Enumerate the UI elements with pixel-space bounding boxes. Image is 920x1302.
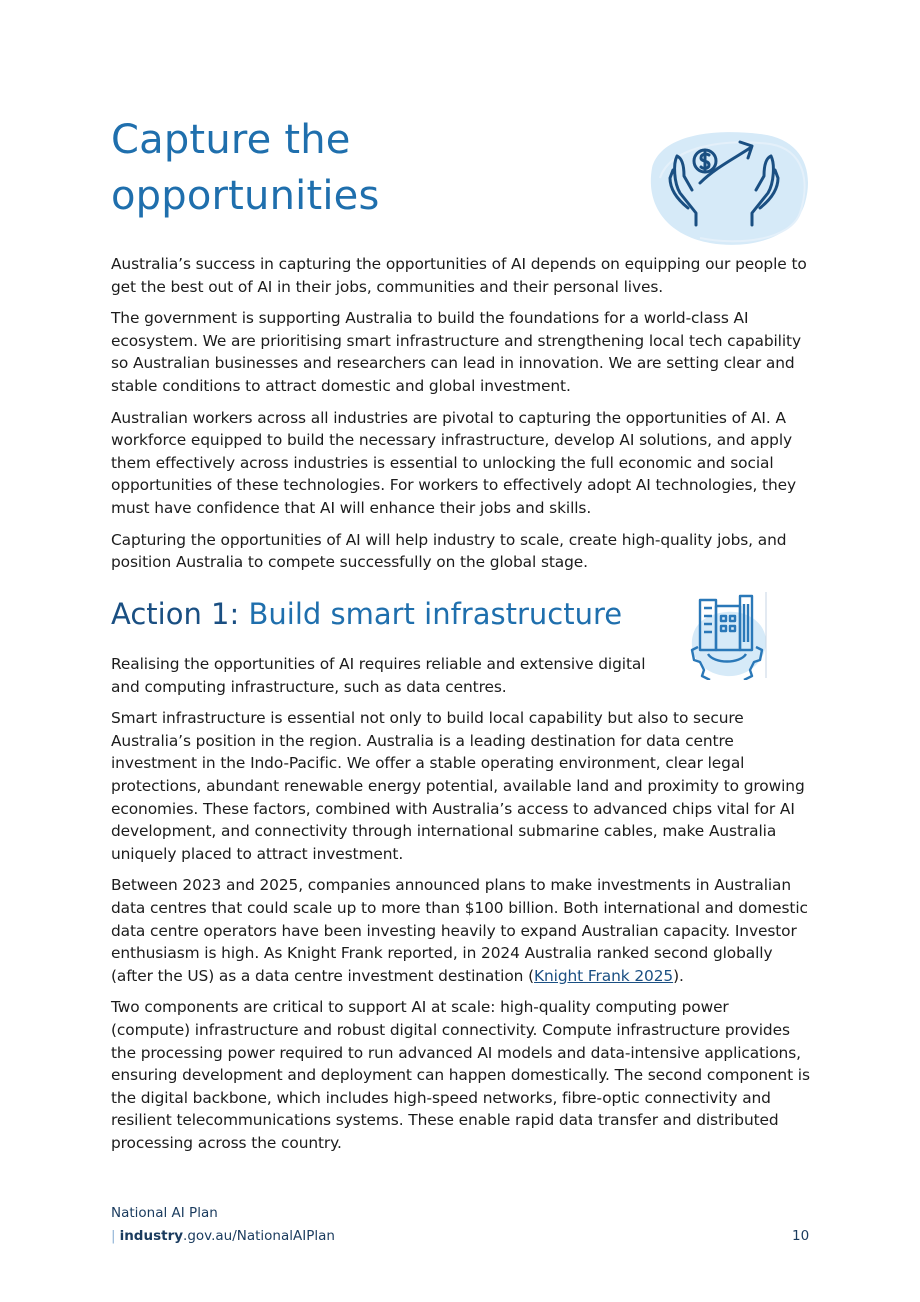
action-paragraph: Smart infrastructure is essential not only to build local capability but also to secure Australia’s position in the region. Australia is a leading destination for data centre investment in the Indo-Pacific. We offer a stable operating environment, clear legal protections, abundant renewable energy potential, available land and proximity to growing economies. These factors, combined with Australia’s access to advanced chips vital for AI development, and connectivity through international submarine cables, make Australia uniquely placed to attract investment.: [111, 709, 805, 863]
intro-paragraph: Australia’s success in capturing the opportunities of AI depends on equipping our people to get the best out of AI in their jobs, communities and their personal lives.: [111, 255, 807, 296]
intro-paragraph: Australian workers across all industries are pivotal to capturing the opportunities of AI. A workforce equipped to build the necessary infrastructure, develop AI solutions, and apply them effectively across industries is essential to unlocking the full economic and social opportunities of these technologies. For workers to effectively adopt AI technologies, they must have confidence that AI will enhance their jobs and skills.: [111, 408, 796, 517]
action-section: [111, 653, 811, 1163]
footer-url-bold: industry: [119, 1228, 184, 1244]
page-number: 10: [792, 1228, 810, 1244]
intro-paragraph: Capturing the opportunities of AI will help industry to scale, create high-quality jobs, and position Australia to compete successfully on the global stage.: [111, 530, 787, 572]
action-prefix: Action 1:: [111, 597, 240, 631]
action-title: Build smart infrastructure: [248, 597, 623, 631]
paragraph-text: ).: [673, 966, 684, 985]
action-paragraph: Two components are critical to support AI at scale: high-quality computing power (compute) infrastructure and robust digital connectivity. Compute infrastructure provides the processing power required to run advanced AI models and data-intensive applications, ensuring development and deployment can happen domestically. The second component is the digital backbone, which includes high-speed networks, fibre-optic connectivity and resilient telecommunications systems. These enable rapid data transfer and distributed processing across the country.: [111, 998, 810, 1152]
divider-bar: |: [111, 1228, 116, 1244]
action-heading: [111, 594, 622, 634]
footer-title: National AI Plan: [111, 1205, 218, 1221]
knight-frank-link[interactable]: Knight Frank 2025: [534, 966, 674, 985]
action-paragraph: Realising the opportunities of AI requires reliable and extensive digital and computing infrastructure, such as data centres.: [111, 655, 646, 696]
paragraph-text: Between 2023 and 2025, companies announced plans to make investments in Australian data centres that could scale up to more than $100 billion. Both international and domestic data centre operators have been investing heavily to expand Australian capacity. Investor enthusiasm is high. As Knight Frank reported, in 2024 Australia ranked second globally (after the US) as a data centre investment destination (: [111, 876, 808, 985]
hands-investment-icon: [640, 128, 812, 250]
footer-url-rest: .gov.au/NationalAIPlan: [183, 1228, 335, 1244]
action-paragraph-with-link: [111, 874, 811, 987]
intro-section: [111, 253, 811, 583]
page-title: Capture the opportunities: [111, 117, 380, 219]
footer-url[interactable]: [111, 1228, 335, 1244]
intro-paragraph: The government is supporting Australia to build the foundations for a world-class AI ecosystem. We are prioritising smart infrastructure and strengthening local tech capability so Australian businesses and researchers can lead in innovation. We are setting clear and stable conditions to attract domestic and global investment.: [111, 309, 801, 395]
